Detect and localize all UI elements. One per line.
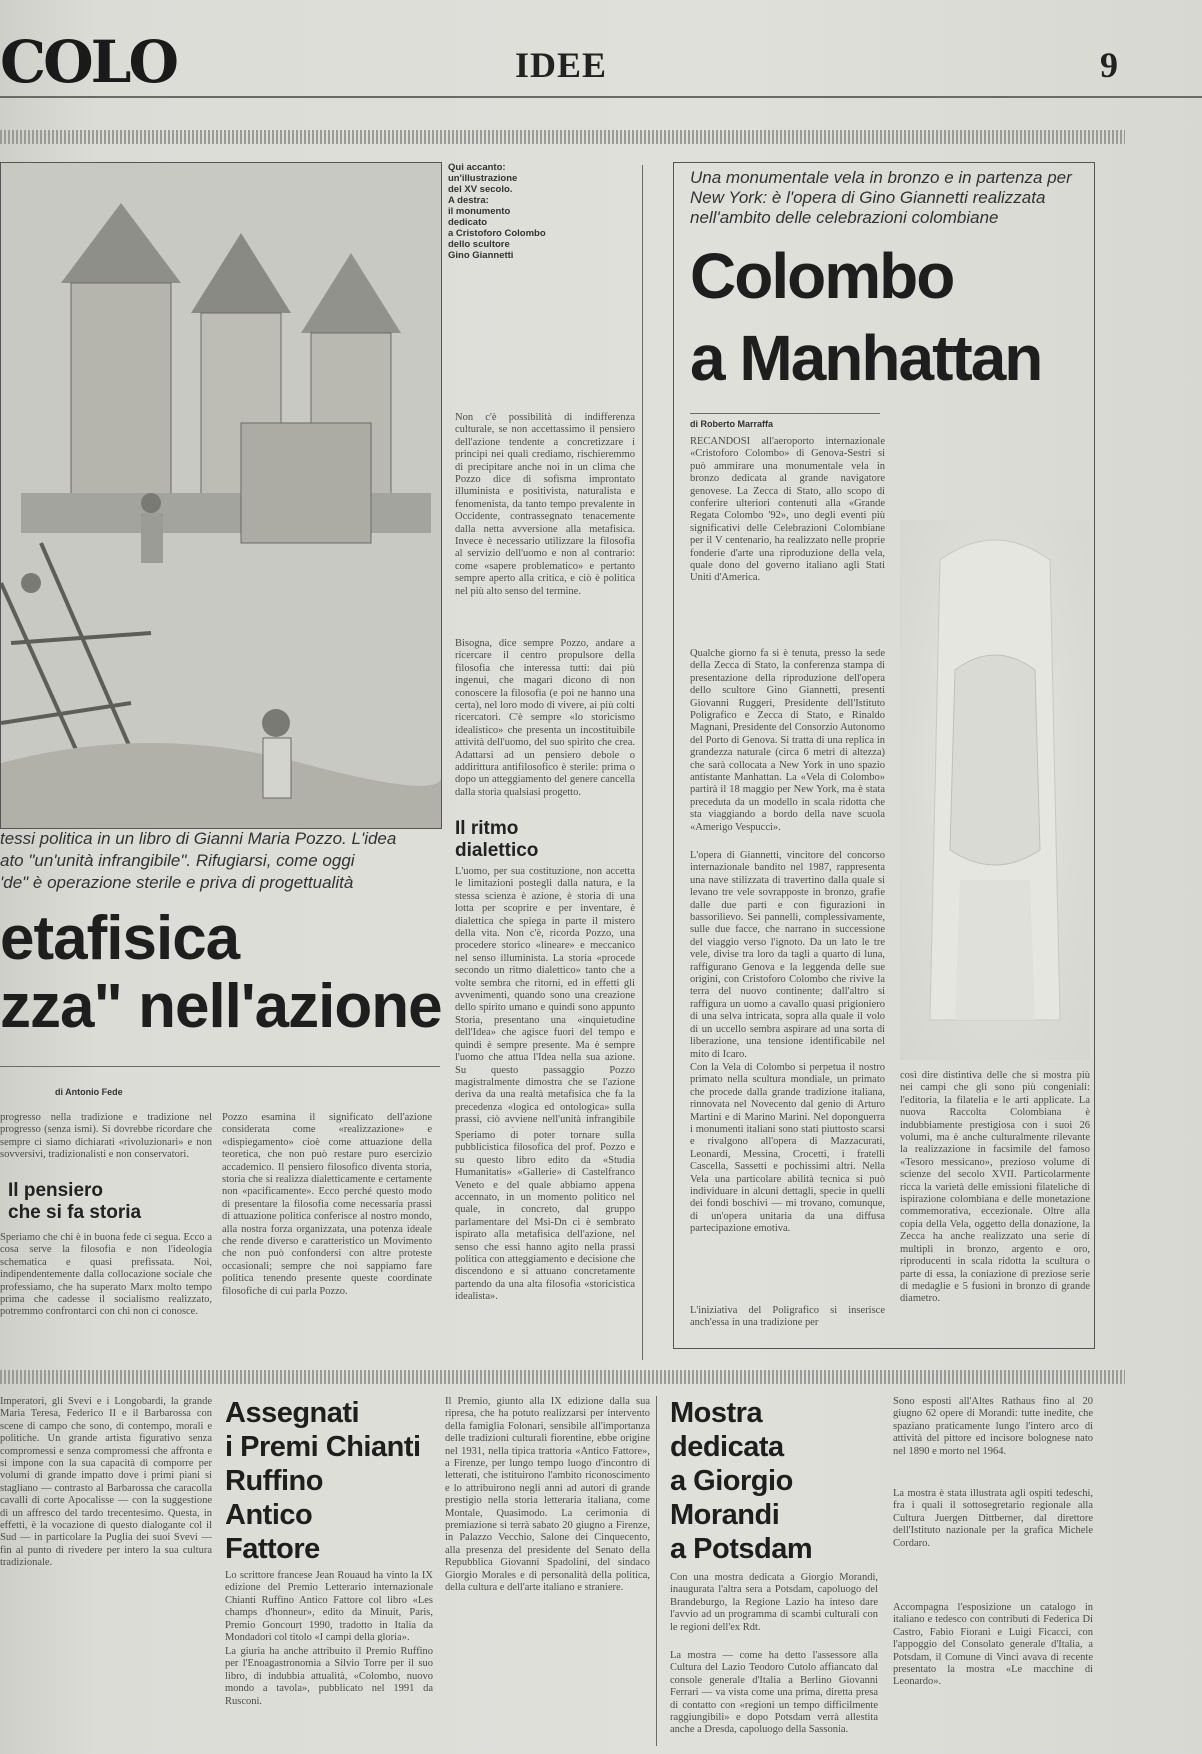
right-article-col-1b: Qualche giorno fa si è tenuta, presso la sede della Zecca di Stato, la conferenza stampa di presentazione della riproduzione dell'opera dello scultore Gino Giannetti, presenti Giovanni Ruggeri, Presidente dell'Istituto Poligrafico e Zecca di Stato, e Rinaldo Magnani, Presidente del Consorzio Autonomo del Porto di Genova. Si tratta di una replica in grandezza naturale (circa 6 metri di altezza) che sarà collocata a New York in uno spazio antistante Manhattan. La «Vela di Colombo» partirà il 18 maggio per New York, ma è stata preceduta da un modello in scala ridotta che sta viaggiando a bordo della nave scuola «Amerigo Vespucci».: [690, 648, 885, 833]
left-article-col-3a: Non c'è possibilità di indifferenza culturale, se non accettassimo il pensiero dell'azione tendente a concretizzare i principi nei quali crediamo, rischieremmo di precipitare anche noi in un clima che Pozzo dice di sofisma improntato illuminista e positivista, naturalista e fenomenista, da tanto tempo prevalente in Occidente, contrassegnato tenacemente dalla netta avversione alla metafisica. Invece è necessario utilizzare la filosofia al servizio dell'uomo e non al contrario: come «sapere problematico» e pertanto sempre aperto alla critica, e ciò è politica nel più alto senso del termine.: [455, 412, 635, 597]
top-hatch-bar: [0, 130, 1125, 144]
left-article-rule: [0, 1066, 440, 1067]
column-divider: [642, 165, 643, 1360]
left-article-deck: tessi politica in un libro di Gianni Maria Pozzo. L'idea ato "un'unità infrangibile". Rifugiarsi, come oggi 'de" è operazione sterile e priva di progettualità: [0, 829, 397, 892]
medieval-illustration: [0, 162, 442, 829]
right-article-byline: di Roberto Marraffa: [690, 419, 774, 429]
left-article-byline: di Antonio Fede: [55, 1087, 123, 1097]
right-article-headline-1: Colombo: [690, 240, 954, 312]
left-article-subhead-1: Il pensiero che si fa storia: [8, 1180, 142, 1223]
chianti-headline: Assegnati i Premi Chianti Ruffino Antico Fattore: [225, 1397, 421, 1565]
chianti-body-3: Il Premio, giunto alla IX edizione dalla sua ripresa, che ha potuto realizzarsi per intervento della famiglia Folonari, sensibile all'importanza delle tradizioni culturali fiorentine, ebbe origine nel 1931, nella tipica trattoria «Antico Fattore», a Firenze, per lungo tempo luogo d'incontro di letterati, che istituirono l'ambito riconoscimento e lo attribuirono negli anni ad autori di grande prestigio nella storia letteraria italiana, come Montale, Quasimodo. La cerimonia di premiazione si terrà sabato 20 giugno a Firenze, in Palazzo Vecchio, Salone dei Cinquecento, alla presenza del presidente del Senato della Repubblica Giovanni Spadolini, del sindaco Giorgio Morales e di personalità della politica, della cultura e dell'arte italiano e straniere.: [445, 1396, 650, 1594]
morandi-body-4: Accompagna l'esposizione un catalogo in italiano e tedesco con contributi di Federica Di Castro, Fabio Fiorani e Luigi Ficacci, con l'appoggio del Consolato generale d'Italia, a Potsdam, il Comune di Vinci avava di recente presentato la mostra «Le macchine di Leonardo».: [893, 1602, 1093, 1688]
masthead-title-fragment: COLO: [0, 28, 176, 96]
morandi-body-1: Con una mostra dedicata a Giorgio Morandi, inaugurata l'altra sera a Potsdam, capoluogo del Brandeburgo, la Regione Lazio ha inteso dare l'avvio ad un programma di scambi culturali con le regioni dell'ex Rdt.: [670, 1572, 878, 1633]
left-article-col-1b: Speriamo che chi è in buona fede ci segua. Ecco a cosa serve la filosofia e non l'ideologia schematica e quasi prefissata. Noi, indipendentemente dalla collocazione sociale che professiamo, che ha superato Marx molto tempo prima che cadesse il socialismo realizzato, potremmo confrontarci con chi non ci conosce.: [0, 1232, 212, 1318]
left-article-col-2: Pozzo esamina il significato dell'azione considerata come «realizzazione» e «dispiegamento» cioè come attuazione della teoretica, che non può restare puro esercizio accademico. Il pensiero filosofico diventa storia, storia che si realizza dialetticamente e certamente non «pacificamente». Ecco perché questo modo di presentare la filosofia come necessaria prassi di attuazione politica conferisce al nostro mondo, alla nostra forza organizzata, una potenza ideale che rende diverso e caratteristico un Movimento che non può confondersi con altre proteste occasionali; sempre che noi sappiamo fare politica tenendo presente queste coordinate filosofiche di cui parla Pozzo.: [222, 1112, 432, 1297]
left-article-col-1a: progresso nella tradizione e tradizione nel progresso (senza ismi). Si dovrebbe ricordare che sempre ci siamo dichiarati «rivoluzionari» e non sovversivi, tradizionalisti e non conservatori.: [0, 1112, 212, 1161]
morandi-headline: Mostra dedicata a Giorgio Morandi a Potsdam: [670, 1397, 813, 1565]
image-caption: Qui accanto: un'illustrazione del XV secolo. A destra: il monumento dedicato a Cristoforo Colombo dello scultore Gino Giannetti: [448, 162, 546, 261]
right-article-rule: [690, 413, 880, 414]
sculpture-photo: [900, 520, 1090, 1060]
masthead-rule: [0, 96, 1202, 98]
bottom-divider: [656, 1396, 657, 1746]
chianti-body-1: Lo scrittore francese Jean Rouaud ha vinto la IX edizione del Premio Letterario internazionale Chianti Ruffino Antico Fattore col libro «Les champs d'honneur», edito da Minuit, Paris, Premio Goncourt 1990, tradotto in Italia da Mondadori col titolo «I campi della gloria».: [225, 1570, 433, 1642]
section-title: IDEE: [515, 45, 608, 85]
right-article-col-1a: RECANDOSI all'aeroporto internazionale «Cristoforo Colombo» di Genova-Sestri si può ammirare una monumentale vela in bronzo dedicata al grande navigatore genovese. La Zecca di Stato, allo scopo di conferire ulteriori contenuti alla «Grande Regata Colombo '92», uno degli eventi più significativi delle Celebrazioni Colombiane per il V centenario, ha realizzato nelle proprie fonderie d'arte una riproduzione della vela, quale dono del governo italiano agli Stati Uniti d'America.: [690, 436, 885, 584]
right-article-headline-2: a Manhattan: [690, 322, 1042, 394]
right-article-col-1c: L'opera di Giannetti, vincitore del concorso internazionale bandito nel 1987, rappresenta una nave stilizzata di travertino dalla quale si levano tre vele sovrapposte in bronzo, grafie dalle due parti e con figurazioni in bassorilievo. Sei pannelli, complessivamente, sulle due facce, che narrano in successione del viaggio verso l'ignoto. Da un lato le tre vele, divise tra loro da tagli a quarto di luna, raffigurano Genova e la leggenda delle sue origini, con Cristoforo Colombo che rivive la terra del nuovo continente; dall'altro si raffigura un uomo a cavallo quasi prigioniero di una selva intricata, sopra alla quale il volo di un uccello sembra aspirare ad una sorta di liberazione, una tensione identificabile nel mito di Icaro.: [690, 850, 885, 1060]
right-article-deck: Una monumentale vela in bronzo e in partenza per New York: è l'opera di Gino Giannetti realizzata nell'ambito delle celebrazioni colombiane: [690, 168, 1072, 227]
morandi-body-2-cont: Sono esposti all'Altes Rathaus fino al 20 giugno 62 opere di Morandi: tutte inedite, che spaziano praticamente lungo l'intero arco di attività del pittore ed incisore bolognese nato nel 1890 e morto nel 1964.: [893, 1396, 1093, 1457]
left-article-headline: etafisica zza" nell'azione: [0, 904, 442, 1041]
left-article-subhead-2: Il ritmo dialettico: [455, 818, 539, 861]
right-article-col-1d: Con la Vela di Colombo si perpetua il nostro primato nella scultura mondiale, un primato che procede dalla grande tradizione italiana, rinnovata nel Novecento dal genio di Arturo Martini e di Marino Marini. Nel doponguerra i monumenti italiani sono stati piuttosto scarsi e rivalgono all'opera di Mazzacurati, Leonardi, Messina, Crocetti, i fratelli Cascella, Sassetti e pochissimi altri. Nella Vela una particolare abilità tecnica si può individuare in alcuni dettagli, specie in quelli dei fondi boschivi — mi trovano, comunque, di un'opera unitaria da una diffusa partecipazione emotiva.: [690, 1062, 885, 1235]
bottom-left-col: Imperatori, gli Svevi e i Longobardi, la grande Maria Teresa, Federico II e il Barbarossa con scene di campo che sono, di contempo, morali e politiche. Un grande artista figurativo senza compromessi e senza compromessi che affronta e si impone con la sua capacità di comporre per volumi di grande impatto dove i primi piani si stagliano — contrasto al Barbarossa che caracolla cavalli di corte Apocalisse — con la suggestione di un affresco del tardo trecentesimo. Questa, in effetti, è la vocazione di questo dialogante col il Sud — in particolare la Puglia dei suoi Svevi — fin al punto di rivedere per intero la sua cultura tradizionale.: [0, 1396, 212, 1569]
bottom-hatch-bar: [0, 1370, 1125, 1384]
morandi-body-2: La mostra — come ha detto l'assessore alla Cultura del Lazio Teodoro Cutolo affiancato dal console generale d'Italia a Berlino Giovanni Ferrari — va vista come una prima, diretta presa di contatto con «regioni un tempo difficilmente raggiungibili» e dopo Potsdam verrà allestita anche a Dresda, capoluogo della Sassonia.: [670, 1650, 878, 1736]
left-article-col-3d: Speriamo di poter tornare sulla pubblicistica filosofica del prof. Pozzo e su questo libro edito da «Studia Humanitatis» «Gallerie» di Castelfranco Veneto e del quale abbiamo appena accennato, in un momento politico nel quale, in concreto, dal gruppo parlamentare del Msi-Dn ci è sembrato ispirato alla metafisica dell'azione, nel senso che essi hanno agito nella prassi politica con atteggiamento e decisione che discendono e si attuano concretamente partendo da una alta filosofia «storicistica idealista».: [455, 1130, 635, 1303]
left-article-col-3b: Bisogna, dice sempre Pozzo, andare a ricercare il centro propulsore della filosofia che interessa tutti: dai più ingenui, che magari dicono di non conoscere la filosofia (e poi ne hanno una certa), nel loro modo di vivere, ai più colti ricercatori. C'è sempre «lo storicismo idealistico» che presenta un incostituibile attività dell'uomo, del suo spirito che crea. Adattarsi ad un pensiero debole o addirittura antifilosofico è sterile: prima o dopo un atteggiamento del genere cancella dalla storia qualsiasi progetto.: [455, 638, 635, 798]
chianti-body-2: La giuria ha anche attribuito il Premio Ruffino per l'Enoagastronomia a Silvio Torre per il suo libro, di indubbia attualità, «Colombo, nuovo mondo a tavola», pubblicato nel 1991 da Rusconi.: [225, 1646, 433, 1707]
right-article-col-2: così dire distintiva delle che si mostra più nei campi che gli sono più congeniali: l'editoria, la filatelia e le arti applicate. La nuova Raccolta Colombiana è indubbiamente prestigiosa con i suoi 26 volumi, ma è anche culturalmente rilevante la realizzazione in facsimile del famoso «Tesoro messicano», prezioso volume di scienze del secolo XVII. Particolarmente ricca la varietà delle emissioni filateliche di ispirazione colombiana e delle monetazione commemorativa, eccezionale. Oltre alla copia della Vela, oggetto della donazione, la Zecca ha anche realizzato una serie di multipli in bronzo, argento e oro, riproducenti in scala ridotta la scultura o parte di essa, la coniazione di preziose serie di medaglie e 5 fusioni in bronzo di grande diametro.: [900, 1070, 1090, 1305]
left-article-col-3c: L'uomo, per sua costituzione, non accetta le limitazioni postegli dalla natura, e la stessa scienza è azione, è storia di una lotta per scoprire e per inventare, è dialettica che spiega in parte il mistero della vita. Non c'è, ricorda Pozzo, una procedere storico «lineare» e meccanico nel senso illuminista. La storia «procede secondo un ritmo dialettico» tanto che a volte sembra che ritorni, ed in effetti gli avvenimenti, quando sono una creazione dello spirito umano e quindi sono appunto Storia, presentano una «inquietudine dell'Idea» che agisce fuori del tempo e quindi è sempre presente. Ma è sempre l'uomo che attua l'Idea nella sua azione. Su questo passaggio Pozzo magistralmente dimostra che se l'azione deriva da una realtà metafisica che fa la precedenza «logica ed ontologica» sulla prassi, ciò avviene nell'unità infrangibile: [455, 866, 635, 1126]
page-number: 9: [1100, 45, 1118, 85]
morandi-body-3: La mostra è stata illustrata agli ospiti tedeschi, fra i quali il sottosegretario regionale alla Cultura Juergen Dittberner, dal direttore dell'Istituto nazionale per la grafica Michele Cordaro.: [893, 1488, 1093, 1549]
right-article-col-1e: L'iniziativa del Poligrafico si inserisce anch'essa in una tradizione per: [690, 1305, 885, 1329]
